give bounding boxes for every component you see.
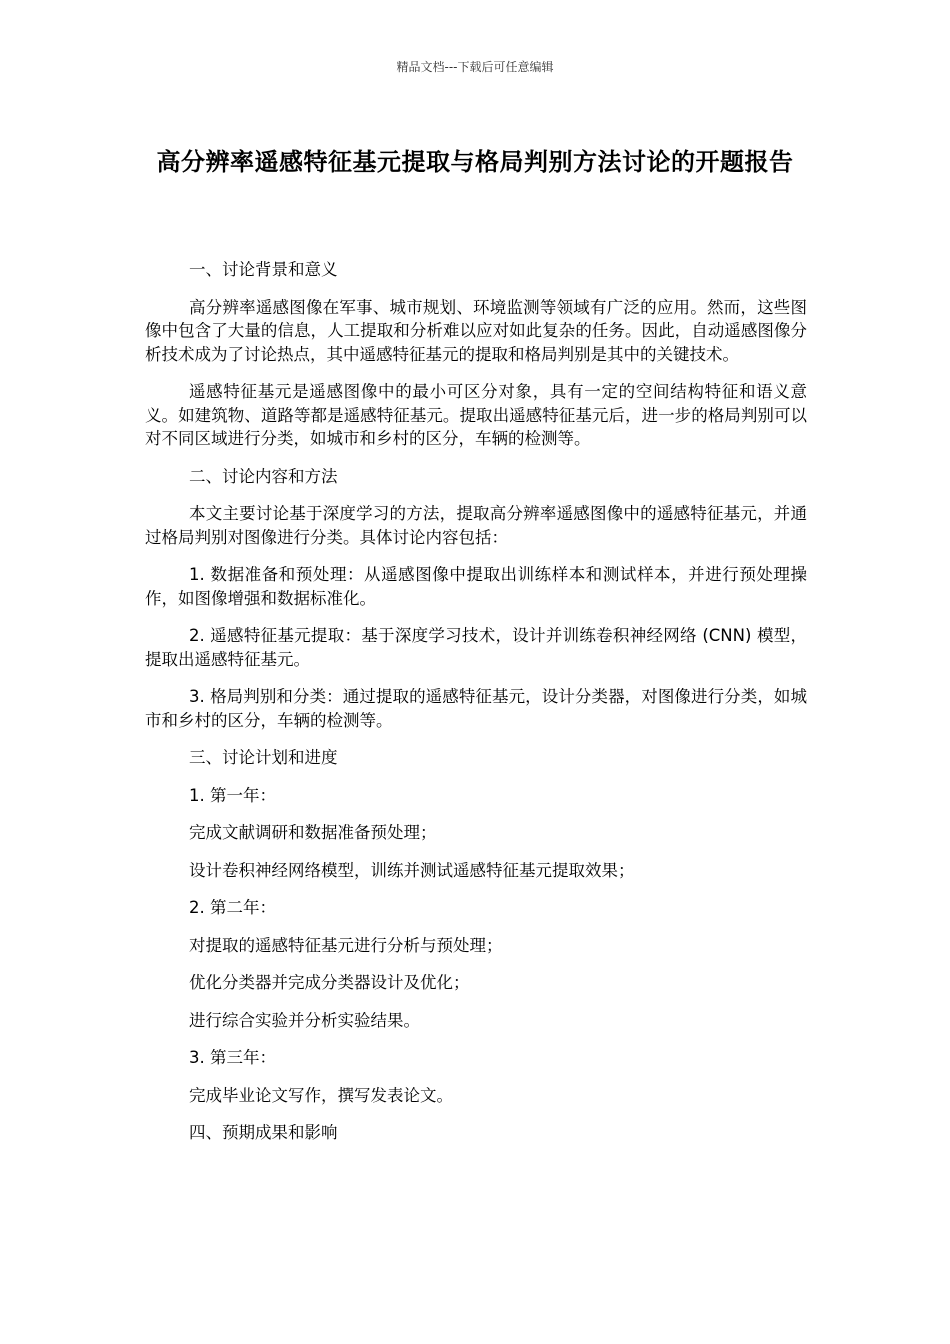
section-heading-outcomes: 四、预期成果和影响 <box>189 1123 338 1142</box>
plan-item: 完成毕业论文写作，撰写发表论文。 <box>189 1085 453 1105</box>
plan-year-3: 3. 第三年： <box>189 1048 276 1067</box>
paragraph: 本文主要讨论基于深度学习的方法，提取高分辨率遥感图像中的遥感特征基元，并通过格局判别对图像进行分类。具体讨论内容包括： <box>145 504 807 547</box>
plan-item: 设计卷积神经网络模型，训练并测试遥感特征基元提取效果； <box>189 860 635 880</box>
plan-year-1: 1. 第一年： <box>189 785 276 805</box>
list-item: 3. 格局判别和分类：通过提取的遥感特征基元，设计分类器，对图像进行分类，如城市和乡村的区分，车辆的检测等。 <box>145 687 807 730</box>
list-item: 1. 数据准备和预处理：从遥感图像中提取出训练样本和测试样本，并进行预处理操作，如图像增强和数据标准化。 <box>145 565 807 608</box>
section-heading-plan: 三、讨论计划和进度 <box>189 748 338 767</box>
plan-year-2: 2. 第二年： <box>189 898 276 917</box>
section-heading-background: 一、讨论背景和意义 <box>189 260 338 279</box>
plan-item: 优化分类器并完成分类器设计及优化； <box>189 973 470 992</box>
plan-item: 对提取的遥感特征基元进行分析与预处理； <box>189 935 503 955</box>
paragraph: 高分辨率遥感图像在军事、城市规划、环境监测等领域有广泛的应用。然而，这些图像中包含了大量的信息，人工提取和分析难以应对如此复杂的任务。因此，自动遥感图像分析技术成为了讨论热点，其中遥感特征基元的提取和格局判别是其中的关键技术。 <box>145 297 807 364</box>
paragraph: 遥感特征基元是遥感图像中的最小可区分对象，具有一定的空间结构特征和语义意义。如建筑物、道路等都是遥感特征基元。提取出遥感特征基元后，进一步的格局判别可以对不同区域进行分类，如城市和乡村的区分，车辆的检测等。 <box>145 382 807 448</box>
section-heading-content-methods: 二、讨论内容和方法 <box>189 466 338 486</box>
document-body <box>145 258 807 1159</box>
page-header: 精品文档---下载后可任意编辑 <box>396 60 554 74</box>
list-item: 2. 遥感特征基元提取：基于深度学习技术，设计并训练卷积神经网络 (CNN) 模型，提取出遥感特征基元。 <box>145 626 807 669</box>
plan-item: 进行综合实验并分析实验结果。 <box>189 1010 420 1030</box>
plan-item: 完成文献调研和数据准备预处理； <box>189 823 437 842</box>
document-title: 高分辨率遥感特征基元提取与格局判别方法讨论的开题报告 <box>156 148 794 176</box>
